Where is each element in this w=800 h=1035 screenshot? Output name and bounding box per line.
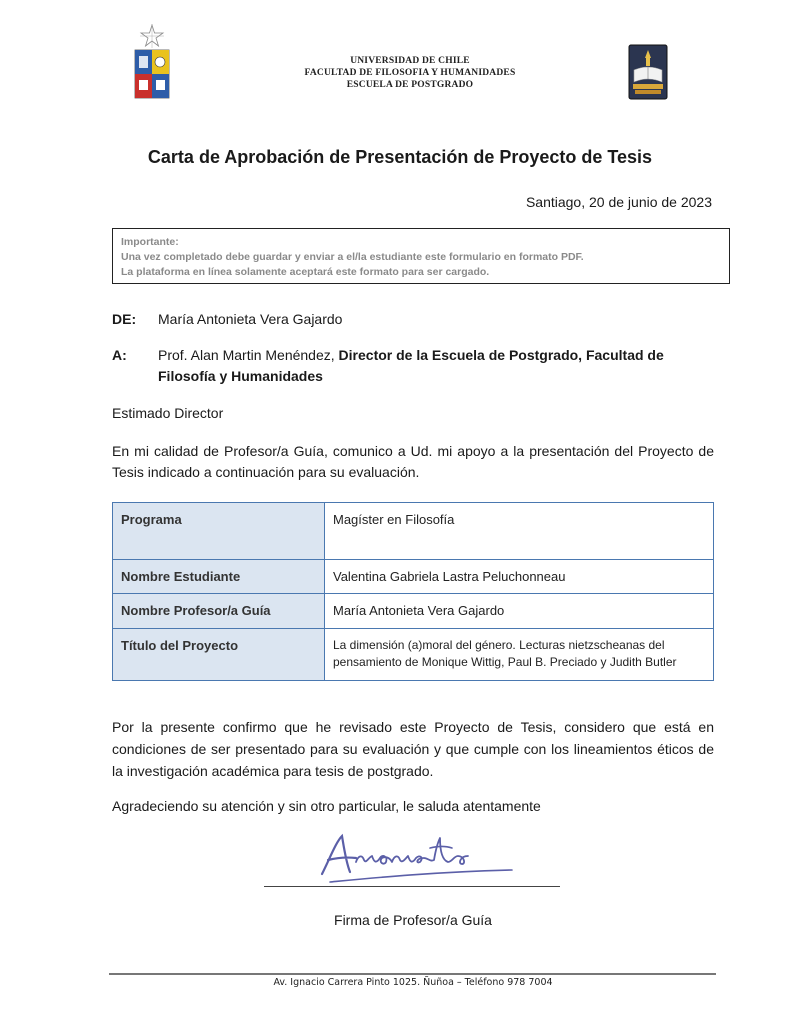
school-name: ESCUELA DE POSTGRADO [346,80,474,90]
notice-line: Una vez completado debe guardar y enviar a el/la estudiante este formulario en formato PDF. [121,251,584,263]
to-role-continued: Filosofía y Humanidades [158,368,323,384]
salutation: Estimado Director [112,405,224,421]
row-value: María Antonieta Vera Gajardo [325,594,714,629]
closing-line: Agradeciendo su atención y sin otro particular, le saluda atentamente [112,798,541,814]
university-shield-icon [133,24,171,100]
signature-line [264,886,560,887]
to-name: Prof. Alan Martin Menéndez, [158,347,335,363]
footer-address: Av. Ignacio Carrera Pinto 1025. Ñuñoa – Teléfono 978 7004 [273,977,553,988]
row-value: La dimensión (a)moral del género. Lecturas nietzscheanas del pensamiento de Monique Wittig, Paul B. Preciado y Judith Butler [325,629,714,681]
from-name: María Antonieta Vera Gajardo [158,311,343,327]
table-row [113,560,714,594]
intro-paragraph: En mi calidad de Profesor/a Guía, comunico a Ud. mi apoyo a la presentación del Proyecto de Tesis indicado a continuación para su evaluación. [112,443,714,480]
signature-caption: Firma de Profesor/a Guía [334,912,492,928]
faculty-name: FACULTAD DE FILOSOFIA Y HUMANIDADES [304,68,516,78]
from-label: DE: [112,311,137,327]
row-value: Magíster en Filosofía [325,503,714,560]
handwritten-signature [312,828,522,886]
date-line: Santiago, 20 de junio de 2023 [525,194,712,210]
project-info-table [112,502,714,681]
notice-heading: Importante: [121,236,179,248]
notice-box [112,228,730,284]
table-row [113,503,714,560]
document-title: Carta de Aprobación de Presentación de Proyecto de Tesis [147,147,653,167]
footer-divider [109,973,716,975]
table-row [113,629,714,681]
notice-line: La plataforma en línea solamente aceptará este formato para ser cargado. [121,266,490,278]
institution-name: UNIVERSIDAD DE CHILE [350,56,470,66]
row-label: Programa [113,503,325,560]
table-row [113,594,714,629]
book-emblem-icon [628,44,668,100]
to-role: Director de la Escuela de Postgrado, Facultad de [338,347,664,363]
row-value: Valentina Gabriela Lastra Peluchonneau [325,560,714,594]
row-label: Nombre Estudiante [113,560,325,594]
confirmation-paragraph: Por la presente confirmo que he revisado este Proyecto de Tesis, considero que está en condiciones de ser presentado para su evaluación y que cumple con los lineamientos éticos de la investigación académica para tesis de postgrado. [112,719,714,779]
from-line [112,309,714,330]
to-line [112,345,714,366]
to-label: A: [112,347,127,363]
row-label: Título del Proyecto [113,629,325,681]
row-label: Nombre Profesor/a Guía [113,594,325,629]
